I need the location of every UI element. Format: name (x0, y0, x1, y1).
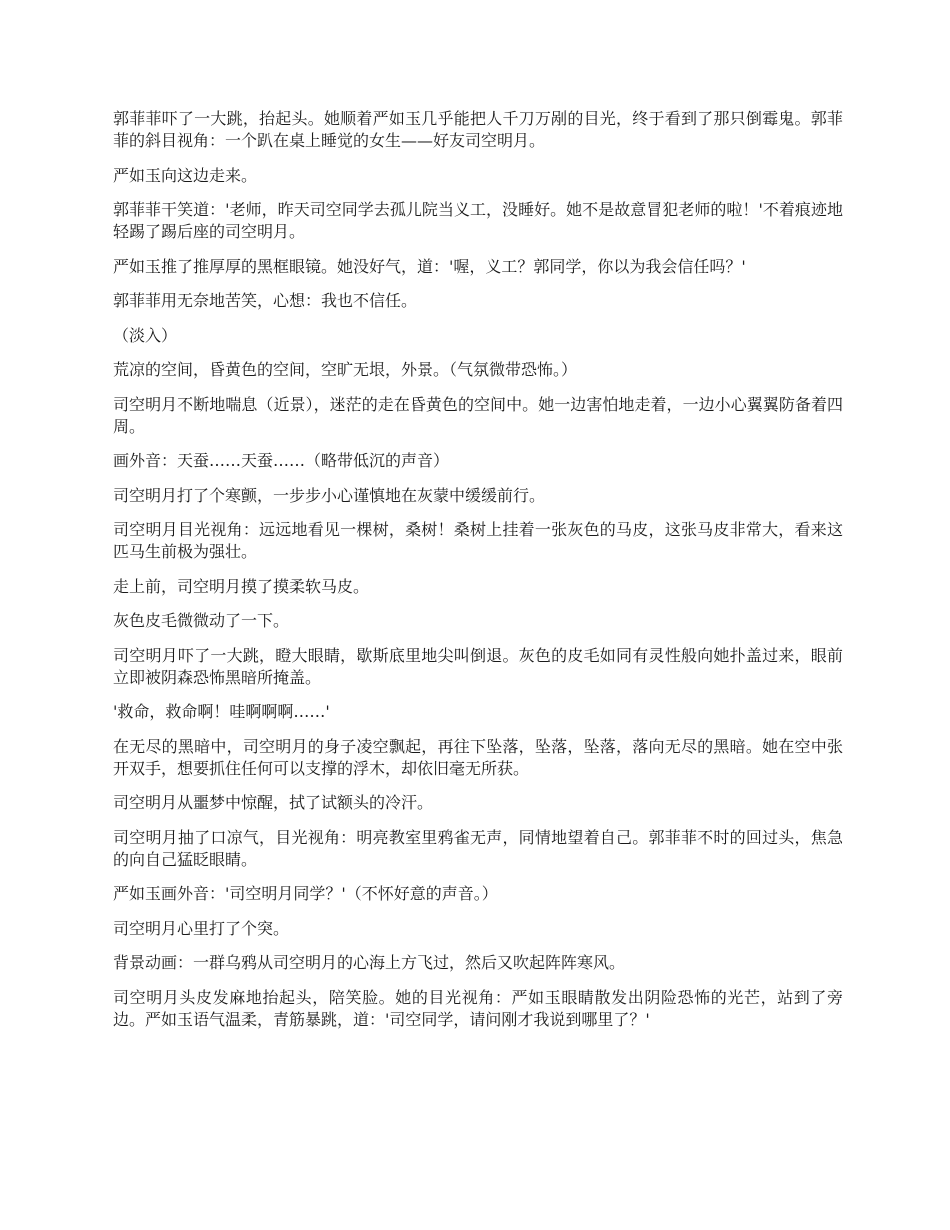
paragraph-6: （淡入） (113, 325, 178, 345)
paragraph-16: 在无尽的黑暗中，司空明月的身子凌空飘起，再往下坠落，坠落，坠落，落向无尽的黑暗。她在空中张开双手，想要抓住任何可以支撑的浮木，却依旧毫无所获。 (113, 736, 843, 778)
paragraph-1: 郭菲菲吓了一大跳，抬起头。她顺着严如玉几乎能把人千刀万剐的目光，终于看到了那只倒霉鬼。郭菲菲的斜目视角：一个趴在桌上睡觉的女生——好友司空明月。 (113, 109, 843, 150)
paragraph-15: '救命，救命啊！哇啊啊啊……' (113, 702, 330, 721)
paragraph-18: 司空明月抽了口凉气，目光视角：明亮教室里鸦雀无声，同情地望着自己。郭菲菲不时的回过头，焦急的向自己猛眨眼睛。 (113, 827, 843, 869)
paragraph-14: 司空明月吓了一大跳，瞪大眼睛，歇斯底里地尖叫倒退。灰色的皮毛如同有灵性般向她扑盖过来，眼前立即被阴森恐怖黑暗所掩盖。 (113, 645, 843, 687)
paragraph-4: 严如玉推了推厚厚的黑框眼镜。她没好气，道：'喔，义工？郭同学，你以为我会信任吗？' (113, 256, 746, 276)
paragraph-9: 画外音：天蚕……天蚕……（略带低沉的声音） (113, 451, 450, 470)
paragraph-17: 司空明月从噩梦中惊醒，拭了试额头的冷汗。 (113, 793, 434, 812)
paragraph-3: 郭菲菲干笑道：'老师，昨天司空同学去孤儿院当义工，没睡好。她不是故意冒犯老师的啦！'不着痕迹地轻踢了踢后座的司空明月。 (113, 200, 843, 241)
paragraph-8: 司空明月不断地喘息（近景），迷茫的走在昏黄色的空间中。她一边害怕地走着，一边小心翼翼防备着四周。 (113, 394, 843, 436)
paragraph-12: 走上前，司空明月摸了摸柔软马皮。 (113, 576, 370, 596)
document-body (113, 108, 843, 1043)
paragraph-5: 郭菲菲用无奈地苦笑，心想：我也不信任。 (113, 291, 418, 310)
paragraph-21: 背景动画：一群乌鸦从司空明月的心海上方飞过，然后又吹起阵阵寒风。 (113, 953, 626, 972)
paragraph-7: 荒凉的空间，昏黄色的空间，空旷无垠，外景。（气氛微带恐怖。） (113, 360, 578, 379)
paragraph-20: 司空明月心里打了个突。 (113, 918, 290, 938)
paragraph-2: 严如玉向这边走来。 (113, 165, 258, 185)
paragraph-22: 司空明月头皮发麻地抬起头，陪笑脸。她的目光视角：严如玉眼睛散发出阴险恐怖的光芒，站到了旁边。严如玉语气温柔，青筋暴跳，道：'司空同学，请问刚才我说到哪里了？' (113, 987, 843, 1029)
paragraph-10: 司空明月打了个寒颤，一步步小心谨慎地在灰蒙中缓缓前行。 (113, 485, 546, 505)
paragraph-13: 灰色皮毛微微动了一下。 (113, 611, 290, 630)
paragraph-11: 司空明月目光视角：远远地看见一棵树，桑树！桑树上挂着一张灰色的马皮，这张马皮非常大，看来这匹马生前极为强壮。 (113, 520, 843, 561)
paragraph-19: 严如玉画外音：'司空明月同学？'（不怀好意的声音。） (113, 884, 498, 903)
